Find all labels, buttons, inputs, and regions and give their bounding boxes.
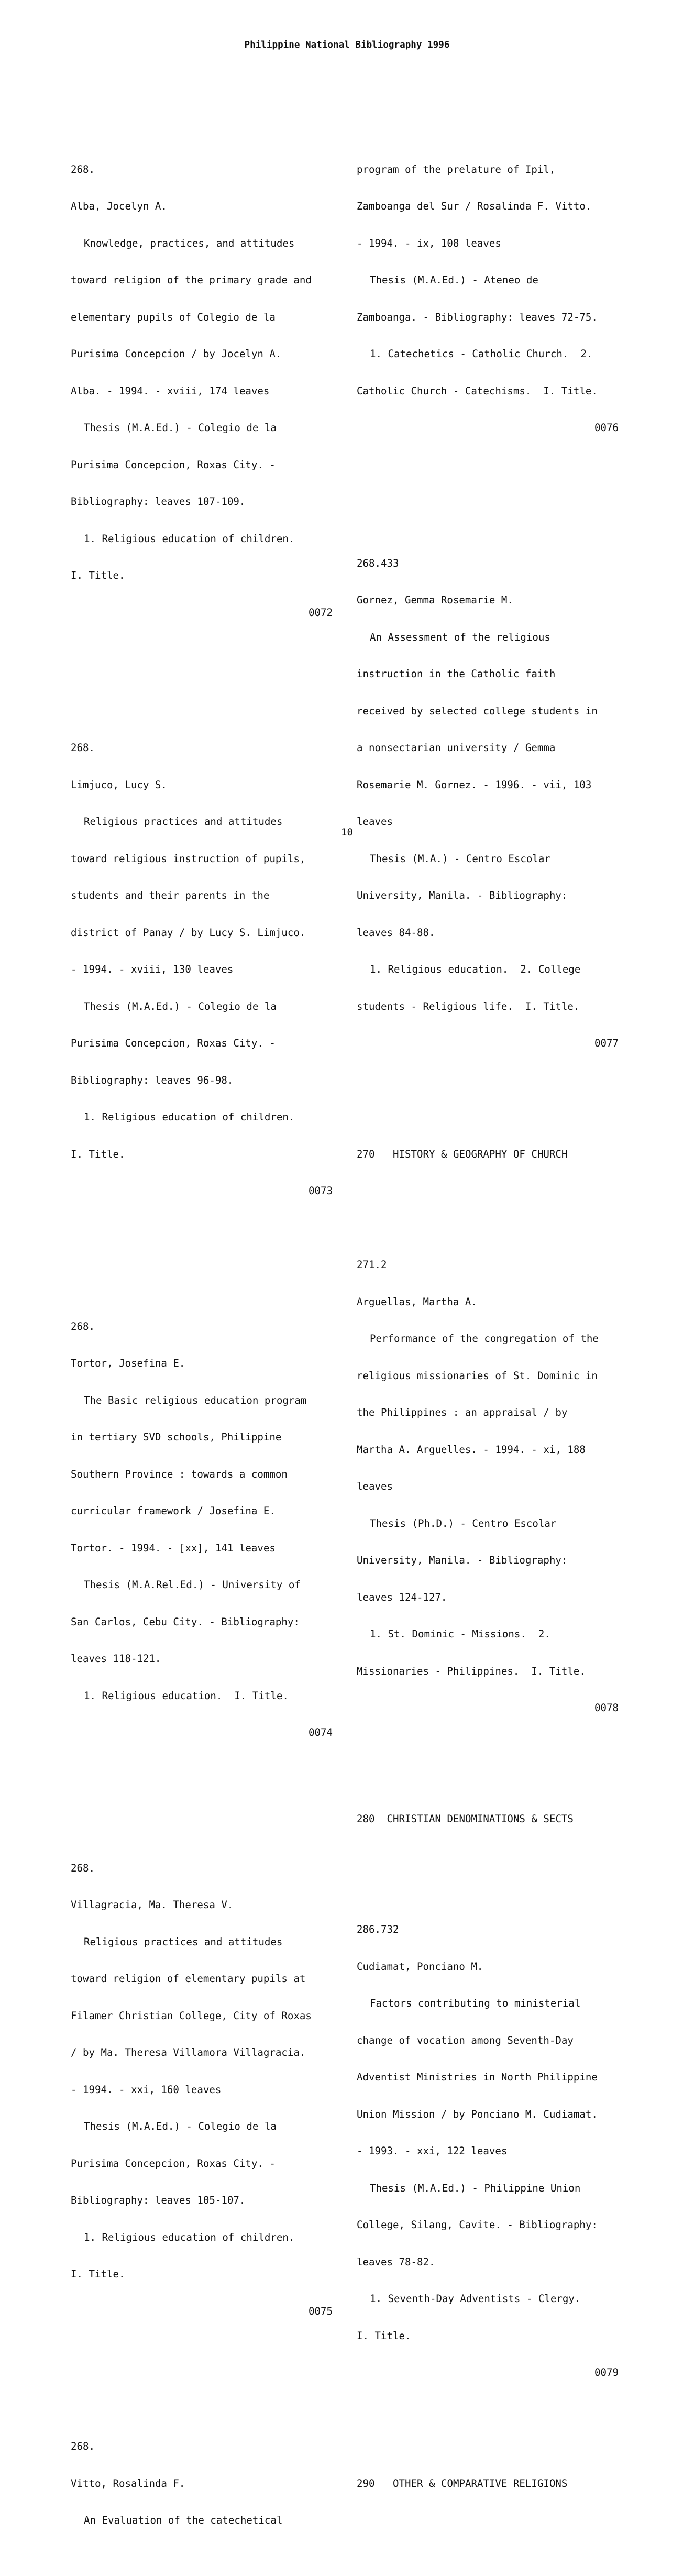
subject-line: students - Religious life. I. Title. (357, 1000, 580, 1012)
note-line: leaves 118-121. (71, 1653, 161, 1665)
subject-line: I. Title. (357, 2329, 411, 2342)
note-line: Thesis (Ph.D.) - Centro Escolar (370, 1517, 557, 1529)
author: Vitto, Rosalinda F. (71, 2477, 185, 2490)
title-line: leaves (357, 1480, 393, 1492)
note-line: Bibliography: leaves 105-107. (71, 2194, 246, 2206)
author: Alba, Jocelyn A. (71, 200, 167, 212)
entry-number: 0072 (309, 606, 333, 619)
author: Gornez, Gemma Rosemarie M. (357, 594, 513, 606)
title-line: Alba. - 1994. - xviii, 174 leaves (71, 384, 270, 397)
title-line: the Philippines : an appraisal / by (357, 1406, 568, 1418)
title-line: Filamer Christian College, City of Roxas (71, 2009, 312, 2022)
title-line: Religious practices and attitudes (84, 1935, 283, 1948)
title-line: instruction in the Catholic faith (357, 668, 556, 680)
note-line: San Carlos, Cebu City. - Bibliography: (71, 1615, 300, 1628)
title-line: Factors contributing to ministerial (370, 1997, 581, 2009)
entry-number: 0076 (594, 422, 619, 434)
page-header: Philippine National Bibliography 1996 (244, 40, 450, 50)
title-line: Purisima Concepcion / by Jocelyn A. (71, 348, 282, 360)
subject-line: 1. Religious education of children. (84, 2231, 295, 2243)
subject-line: I. Title. (71, 2268, 125, 2280)
note-line: Purisima Concepcion, Roxas City. - (71, 458, 276, 471)
title-line: / by Ma. Theresa Villamora Villagracia. (71, 2046, 306, 2058)
note-line: University, Manila. - Bibliography: (357, 889, 568, 901)
section-heading-270 (357, 1148, 619, 1161)
note-line: Purisima Concepcion, Roxas City. - (71, 1037, 276, 1049)
title-line: students and their parents in the (71, 889, 270, 901)
entry-0076-continued (357, 139, 619, 459)
note-line: Thesis (M.A.Ed.) - Philippine Union (370, 2182, 581, 2194)
subject-line: I. Title. (71, 569, 125, 581)
section-code: 270 (357, 1148, 375, 1160)
right-column (357, 102, 619, 2514)
class-number: 268. (71, 2440, 95, 2452)
title-line: The Basic religious education program (84, 1394, 307, 1406)
entry-0079 (357, 1899, 619, 2404)
note-line: leaves 84-88. (357, 926, 435, 939)
title-line: Zamboanga del Sur / Rosalinda F. Vitto. (357, 200, 592, 212)
title-line: Tortor. - 1994. - [xx], 141 leaves (71, 1542, 276, 1554)
author: Arguellas, Martha A. (357, 1295, 477, 1308)
subject-line: 1. Religious education of children. (84, 532, 295, 545)
title-line: - 1994. - xxi, 160 leaves (71, 2083, 222, 2096)
entry-0073 (71, 717, 333, 1222)
note-line: College, Silang, Cavite. - Bibliography: (357, 2219, 598, 2231)
section-heading-280 (357, 1813, 619, 1825)
note-line: Bibliography: leaves 96-98. (71, 1074, 234, 1086)
subject-line: 1. St. Dominic - Missions. 2. (370, 1628, 550, 1640)
author: Limjuco, Lucy S. (71, 778, 167, 791)
class-number: 268. (71, 1862, 95, 1874)
subject-line: 1. Religious education. 2. College (370, 963, 581, 975)
note-line: Thesis (M.A.Rel.Ed.) - University of (84, 1579, 301, 1591)
title-line: Performance of the congregation of the (370, 1333, 599, 1345)
class-number: 268. (71, 742, 95, 754)
title-line: - 1993. - xxi, 122 leaves (357, 2145, 508, 2157)
title-line: Martha A. Arguelles. - 1994. - xi, 188 (357, 1443, 586, 1456)
title-line: Knowledge, practices, and attitudes (84, 237, 295, 249)
section-title: OTHER & COMPARATIVE RELIGIONS (393, 2477, 568, 2490)
section-code: 280 (357, 1812, 375, 1825)
class-number: 268. (71, 163, 95, 175)
page-number: 10 (341, 827, 353, 838)
subject-line: 1. Religious education of children. (84, 1111, 295, 1123)
class-number: 271.2 (357, 1259, 387, 1271)
author: Villagracia, Ma. Theresa V. (71, 1899, 234, 1911)
note-line: Thesis (M.A.Ed.) - Colegio de la (84, 1000, 277, 1012)
author: Tortor, Josefina E. (71, 1357, 185, 1369)
section-code: 290 (357, 2477, 375, 2490)
subject-line: I. Title. (71, 1148, 125, 1160)
note-line: Thesis (M.A.Ed.) - Colegio de la (84, 422, 277, 434)
note-line: Zamboanga. - Bibliography: leaves 72-75. (357, 311, 598, 323)
note-line: leaves 124-127. (357, 1591, 447, 1603)
note-line: Thesis (M.A.Ed.) - Colegio de la (84, 2120, 277, 2132)
class-number: 286.732 (357, 1923, 399, 1935)
title-line: change of vocation among Seventh-Day (357, 2034, 574, 2046)
title-line: leaves (357, 816, 393, 828)
entry-0076-start (71, 2416, 333, 2551)
entry-0077 (357, 533, 619, 1074)
title-line: elementary pupils of Colegio de la (71, 311, 276, 323)
note-line: Purisima Concepcion, Roxas City. - (71, 2157, 276, 2170)
class-number: 268. (71, 1320, 95, 1333)
title-line: - 1994. - ix, 108 leaves (357, 237, 501, 249)
title-line: curricular framework / Josefina E. (71, 1505, 276, 1517)
title-line: district of Panay / by Lucy S. Limjuco. (71, 926, 306, 939)
entry-0074 (71, 1296, 333, 1764)
entry-0075 (71, 1837, 333, 2342)
entry-number: 0074 (309, 1726, 333, 1738)
author: Cudiamat, Ponciano M. (357, 1960, 483, 1973)
entry-number: 0079 (594, 2366, 619, 2379)
section-title: HISTORY & GEOGRAPHY OF CHURCH (393, 1148, 568, 1160)
entry-0072 (71, 139, 333, 644)
subject-line: Missionaries - Philippines. I. Title. (357, 1665, 586, 1677)
left-column (71, 102, 333, 2576)
title-line: religious missionaries of St. Dominic in (357, 1369, 598, 1382)
title-line: Southern Province : towards a common (71, 1468, 288, 1480)
note-line: Bibliography: leaves 107-109. (71, 496, 246, 508)
entry-number: 0078 (594, 1702, 619, 1714)
section-title: CHRISTIAN DENOMINATIONS & SECTS (387, 1812, 574, 1825)
title-line: Religious practices and attitudes (84, 816, 283, 828)
entry-0078 (357, 1234, 619, 1739)
title-line: toward religious instruction of pupils, (71, 852, 306, 865)
subject-line: Catholic Church - Catechisms. I. Title. (357, 384, 598, 397)
title-line: Rosemarie M. Gornez. - 1996. - vii, 103 (357, 778, 592, 791)
title-line: An Assessment of the religious (370, 631, 550, 643)
title-line: Adventist Ministries in North Philippine (357, 2071, 598, 2083)
title-line: a nonsectarian university / Gemma (357, 742, 556, 754)
entry-number: 0077 (594, 1037, 619, 1049)
subject-line: 1. Catechetics - Catholic Church. 2. (370, 348, 593, 360)
subject-line: 1. Religious education. I. Title. (84, 1689, 289, 1702)
title-line: toward religion of elementary pupils at (71, 1973, 306, 1985)
title-line: Union Mission / by Ponciano M. Cudiamat. (357, 2108, 598, 2120)
note-line: Thesis (M.A.) - Centro Escolar (370, 852, 550, 865)
note-line: University, Manila. - Bibliography: (357, 1554, 568, 1566)
class-number: 268.433 (357, 557, 399, 569)
subject-line: 1. Seventh-Day Adventists - Clergy. (370, 2293, 581, 2305)
title-line: An Evaluation of the catechetical (84, 2514, 283, 2526)
title-line: toward religion of the primary grade and (71, 274, 312, 286)
entry-number: 0075 (309, 2305, 333, 2317)
note-line: leaves 78-82. (357, 2255, 435, 2268)
entry-number: 0073 (309, 1185, 333, 1197)
note-line: Thesis (M.A.Ed.) - Ateneo de (370, 274, 538, 286)
section-heading-290 (357, 2478, 619, 2490)
title-line: program of the prelature of Ipil, (357, 163, 556, 175)
title-line: in tertiary SVD schools, Philippine (71, 1431, 282, 1443)
title-line: received by selected college students in (357, 704, 598, 717)
title-line: - 1994. - xviii, 130 leaves (71, 963, 234, 975)
